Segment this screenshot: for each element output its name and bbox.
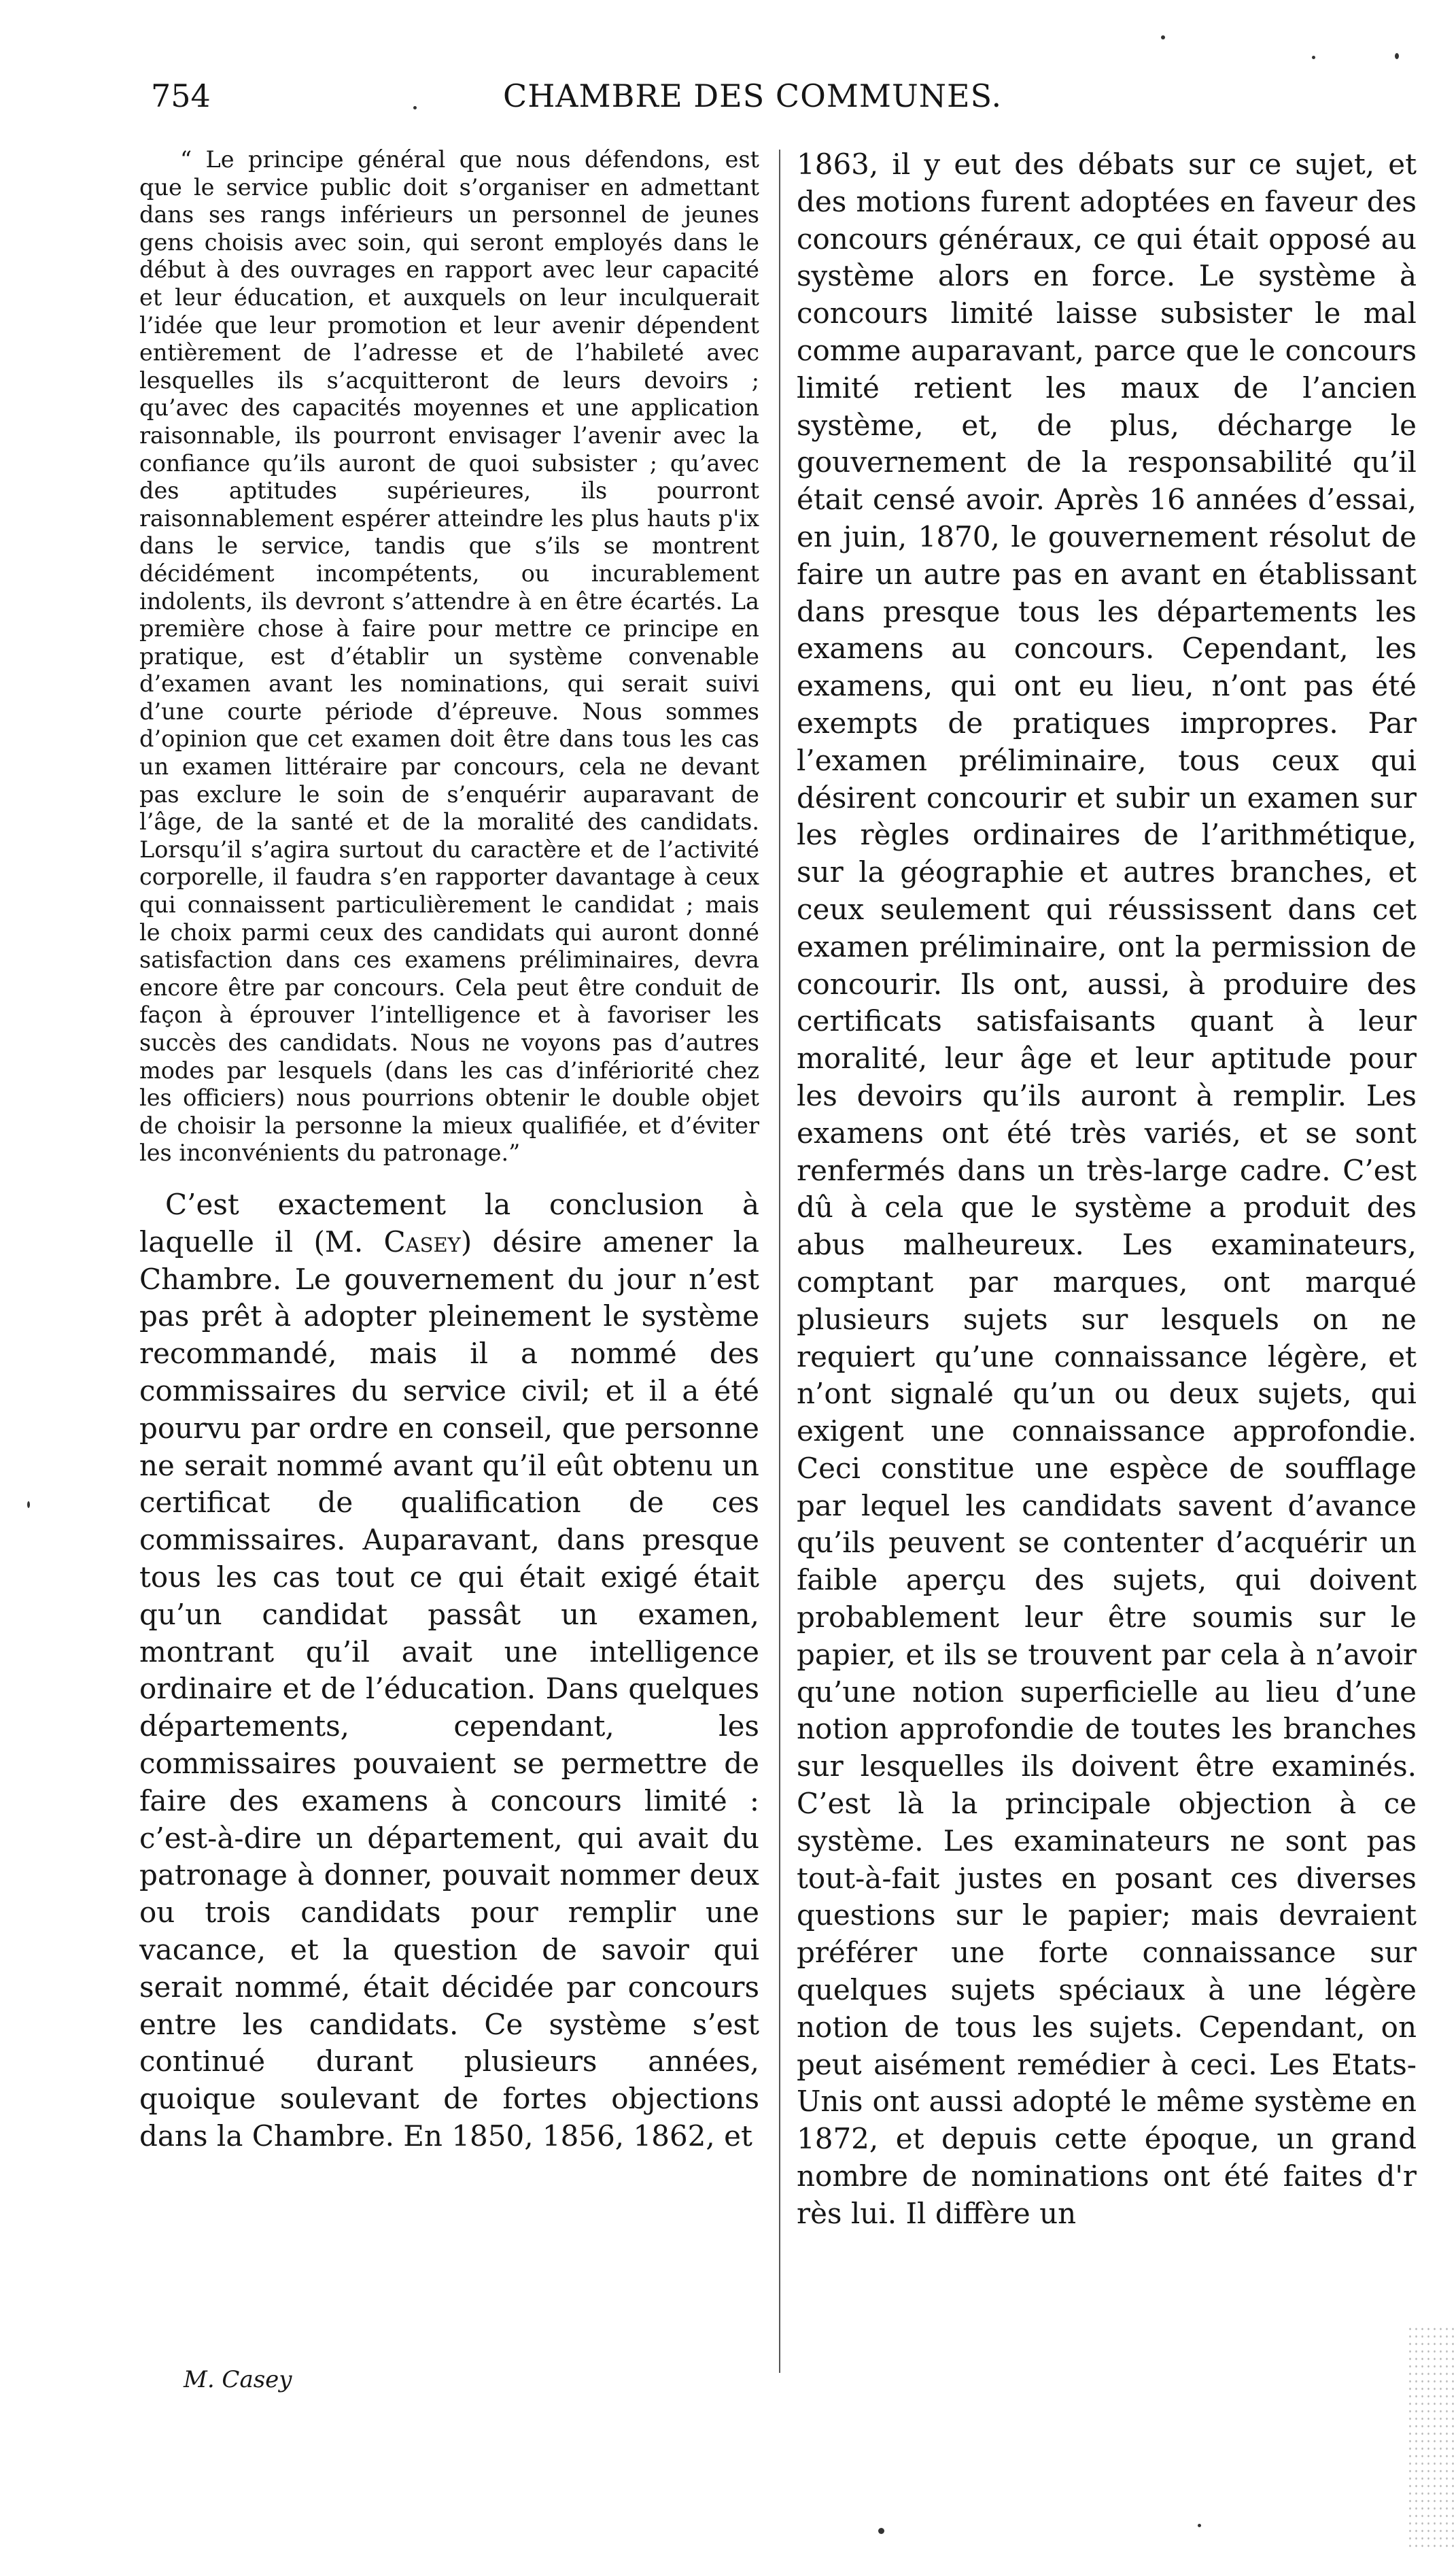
body-text-after-name: ) désire amener la Chambre. Le gouvernement du jour n’est pas prêt à adopter pleinement le système recommandé, mais il a nommé des commissaires du service civil; et il a été pourvu par ordre en conseil, que personne ne serait nommé avant qu’il eût obtenu un certificat de qualification de ces commissaires. Auparavant, dans presque tous les cas tout ce qui était exigé était qu’un candidat passât un examen, montrant qu’il avait une intelligence ordinaire et de l’éducation. Dans quelques départements, cependant, les commissaires pouvaient se permettre de faire des examens à concours limité : c’est-à-dire un département, qui avait du patronage à donner, pouvait nommer deux ou trois candidats pour remplir une vacance, et la question de savoir qui serait nommé, était décidée par concours entre les candidats. Ce système s’est continué durant plusieurs années, quoique soulevant de fortes objections dans la Chambre. En 1850, 1856, 1862, et xyxy=(139,1225,759,2153)
body-text-before-name: C’est exactement la conclusion à laquelle il ( xyxy=(139,1187,759,1259)
column-divider xyxy=(779,150,780,2373)
running-head: CHAMBRE DES COMMUNES. xyxy=(503,78,1003,114)
right-column xyxy=(797,146,1417,2233)
speaker-name: M. Casey xyxy=(324,1225,461,1259)
left-column xyxy=(139,146,759,2155)
right-body-paragraph: 1863, il y eut des débats sur ce sujet, et des motions furent adoptées en faveur des concours généraux, ce qui était opposé au système alors en force. Le système à concours limité laisse subsister le mal comme auparavant, parce que le concours limité retient les maux de l’ancien système, et, de plus, décharge le gouvernement de la responsabilité qu’il était censé avoir. Après 16 années d’essai, en juin, 1870, le gouvernement résolut de faire un autre pas en avant en établissant dans presque tous les départements les examens au concours. Cependant, les examens, qui ont eu lieu, n’ont pas été exempts de pratiques impropres. Par l’examen préliminaire, tous ceux qui désirent concourir et subir un examen sur les règles ordinaires de l’arithmétique, sur la géographie et autres branches, et ceux seulement qui réussissent dans cet examen préliminaire, ont la permission de concourir. Ils ont, aussi, à produire des certificats satisfaisants quant à leur moralité, leur âge et leur aptitude pour les devoirs qu’ils auront à remplir. Les examens ont été très variés, et se sont renfermés dans un très-large cadre. C’est dû à cela que le système a produit des abus malheureux. Les examinateurs, comptant par marques, ont marqué plusieurs sujets sur lesquels on ne requiert qu’une connaissance légère, et n’ont signalé qu’un ou deux sujets, qui exigent une connaissance approfondie. Ceci constitue une espèce de soufflage par lequel les candidats savent d’avance qu’ils peuvent se contenter d’acquérir un faible aperçu des sujets, qui doivent probablement leur être soumis sur le papier, et ils se trouvent par cela à n’avoir qu’une notion superficielle au lieu d’une notion approfondie de toutes les branches sur lesquelles ils doivent être examinés. C’est là la principale objection à ce système. Les examinateurs ne sont pas tout-à-fait justes en posant ces diverses questions sur le papier; mais devraient préférer une forte connaissance sur quelques sujets spéciaux à une légère notion de tous les sujets. Cependant, on peut aisément remédier à ceci. Les Etats-Unis ont aussi adopté le même système en 1872, et depuis cette époque, un grand nombre de nominations ont été faites d'r rès lui. Il diffère un xyxy=(797,148,1417,2230)
page-stain xyxy=(1407,2325,1455,2550)
quoted-passage: “ Le principe général que nous défendons, est que le service public doit s’organiser en admettant dans ses rangs inférieurs un personnel de jeunes gens choisis avec soin, qui seront employés dans le début à des ouvrages en rapport avec leur capacité et leur éducation, et auxquels on leur inculquerait l’idée que leur promotion et leur avenir dépendent entièrement de l’adresse et de l’habileté avec lesquelles ils s’acquitteront de leurs devoirs ; qu’avec des capacités moyennes et une application raisonnable, ils pourront envisager l’avenir avec la confiance qu’ils auront de quoi subsister ; qu’avec des aptitudes supérieures, ils pourront raisonnablement espérer atteindre les plus hauts p'ix dans le service, tandis que s’ils se montrent décidément incompétents, ou incurablement indolents, ils devront s’attendre à en être écartés. La première chose à faire pour mettre ce principe en pratique, est d’établir un système convenable d’examen avant les nominations, qui serait suivi d’une courte période d’épreuve. Nous sommes d’opinion que cet examen doit être dans tous les cas un examen littéraire par concours, cela ne devant pas exclure le soin de s’enquérir auparavant de l’âge, de la santé et de la moralité des candidats. Lorsqu’il s’agira surtout du caractère et de l’activité corporelle, il faudra s’en rapporter davantage à ceux qui connaissent particulièrement le candidat ; mais le choix parmi ceux des candidats qui auront donné satisfaction dans ces examens préliminaires, devra encore être par concours. Cela peut être conduit de façon à éprouver l’intelligence et à favoriser les succès des candidats. Nous ne voyons pas d’autres modes par lesquels (dans les cas d’infériorité chez les officiers) nous pourrions obtenir le double objet de choisir la personne la mieux qualifiée, et d’éviter les inconvénients du patronage.” xyxy=(139,146,759,1167)
print-speck xyxy=(1395,53,1399,59)
print-speck xyxy=(1161,35,1165,39)
marginal-speaker-note: M. Casey xyxy=(184,2366,292,2393)
print-speck xyxy=(878,2528,884,2534)
print-speck xyxy=(1312,56,1315,59)
page-number: 754 xyxy=(151,78,211,114)
left-body-paragraph xyxy=(139,1186,759,2155)
print-speck xyxy=(413,106,417,109)
print-speck xyxy=(1198,2524,1201,2527)
print-speck xyxy=(27,1501,30,1508)
